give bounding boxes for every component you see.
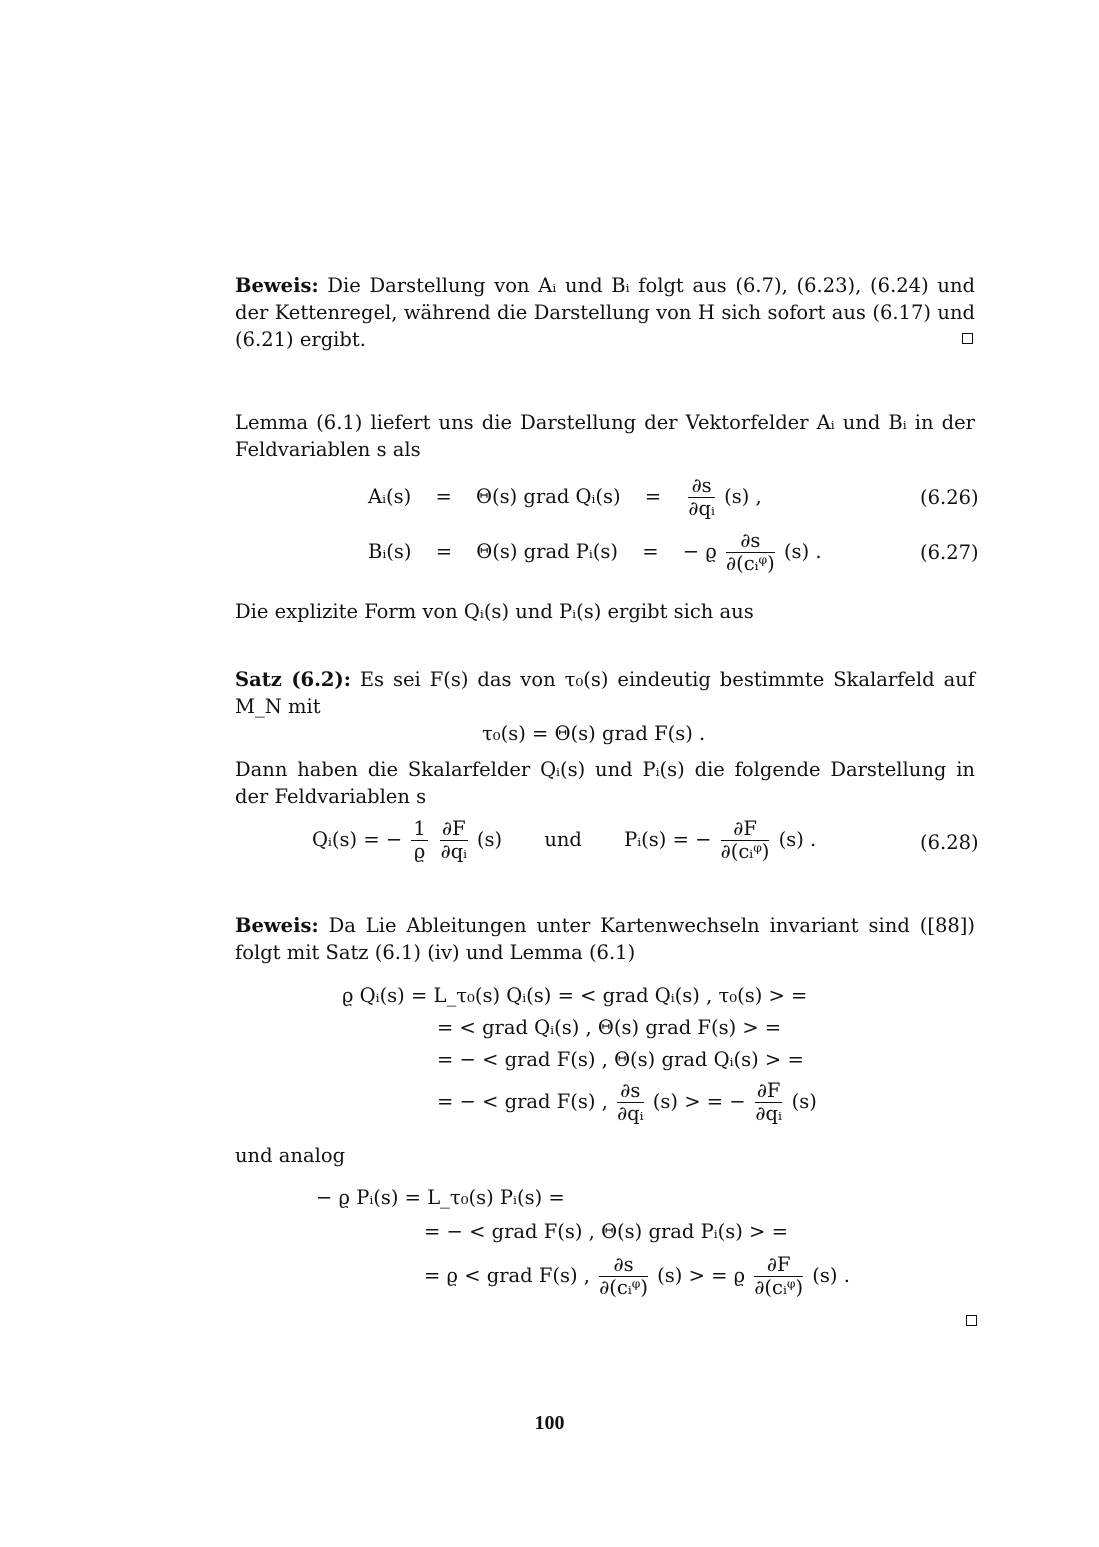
fraction: $\frac{\partial s}{\text{∂qᵢ}}$	[617, 1079, 644, 1125]
theorem-paragraph	[235, 666, 975, 720]
eq-mid: Θ(s) grad Qᵢ(s)	[475, 485, 621, 508]
fraction: $\frac{\partial s}{\text{∂(cᵢᵠ)}}$	[599, 1253, 648, 1299]
eq-tail: (s) ,	[724, 485, 762, 508]
eq-lhs-p: Pᵢ(s) = −	[624, 828, 712, 851]
fraction: $\frac{\partial F}{\text{∂qᵢ}}$	[440, 817, 468, 863]
eq-pre: − ϱ	[682, 540, 717, 563]
proof-text: Da Lie Ableitungen unter Kartenwechseln invariant sind ([88]) folgt mit Satz (6.1) (iv) und Lemma (6.1)	[235, 914, 975, 964]
eq-lhs: Qᵢ(s) = −	[312, 828, 403, 851]
lemma-paragraph: Lemma (6.1) liefert uns die Darstellung der Vektorfelder Aᵢ und Bᵢ in der Feldvariablen s als	[235, 411, 975, 461]
equation-6-27: Bᵢ(s) = Θ(s) grad Pᵢ(s) = − ϱ $\frac{\partial s}{\text{∂(cᵢᵠ)}}$ (s) .	[368, 529, 822, 575]
qed-square-icon	[966, 1315, 977, 1326]
derivation-line-1: ϱ Qᵢ(s) = L_τ₀(s) Qᵢ(s) = < grad Qᵢ(s) , τ₀(s) > =	[342, 984, 808, 1007]
equation-6-26: Aᵢ(s) = Θ(s) grad Qᵢ(s) = $\frac{\partial s}{\text{∂qᵢ}}$ (s) ,	[368, 474, 762, 520]
qed-square-icon	[962, 333, 973, 344]
eq-lhs: Bᵢ(s)	[368, 540, 412, 563]
equation-6-28	[312, 818, 816, 863]
proof-paragraph-1	[235, 272, 975, 353]
proof-text: Die Darstellung von Aᵢ und Bᵢ folgt aus (6.7), (6.23), (6.24) und der Kettenregel, während die Darstellung von H sich sofort aus (6.17) und (6.21) ergibt.	[235, 274, 975, 351]
derivation2-line-1: − ϱ Pᵢ(s) = L_τ₀(s) Pᵢ(s) =	[316, 1186, 565, 1209]
equation-number-6-27: (6.27)	[920, 541, 979, 564]
theorem-paragraph-2: Dann haben die Skalarfelder Qᵢ(s) und Pᵢ(s) die folgende Darstellung in der Feldvariablen s	[235, 758, 975, 808]
derivation2-line-2: = − < grad F(s) , Θ(s) grad Pᵢ(s) > =	[424, 1220, 788, 1243]
theorem-equation: τ₀(s) = Θ(s) grad F(s) .	[482, 722, 706, 745]
fraction: $\frac{\partial F}{\text{∂(cᵢᵠ)}}$	[754, 1253, 804, 1299]
theorem-label: Satz (6.2):	[235, 668, 351, 691]
eq-lhs: Aᵢ(s)	[368, 485, 412, 508]
proof-paragraph-2	[235, 912, 975, 966]
equation-number-6-26: (6.26)	[920, 486, 979, 509]
eq-tail: (s) .	[783, 540, 822, 563]
proof-label: Beweis:	[235, 274, 319, 297]
derivation2-line-3: = ϱ < grad F(s) , $\frac{\partial s}{\text{∂(cᵢᵠ)}}$ (s) > = ϱ $\frac{\partial F}{\text{∂(cᵢᵠ)}}$ (s) .	[424, 1253, 850, 1299]
equation-number-6-28: (6.28)	[920, 831, 979, 854]
fraction: $\frac{\partial F}{\text{∂(cᵢᵠ)}}$	[720, 817, 770, 863]
fraction: $\frac{\partial s}{\text{∂qᵢ}}$	[688, 474, 715, 520]
eq-tail-p: (s) .	[778, 828, 817, 851]
proof-label: Beweis:	[235, 914, 319, 937]
derivation-line-3: = − < grad F(s) , Θ(s) grad Qᵢ(s) > =	[437, 1048, 804, 1071]
derivation-line-4: = − < grad F(s) , $\frac{\partial s}{\text{∂qᵢ}}$ (s) > = − $\frac{\partial F}{\text{∂qᵢ}}$ (s)	[437, 1079, 817, 1125]
eq-tail: (s)	[476, 828, 503, 851]
page-number: 100	[534, 1412, 565, 1434]
theorem-text: Es sei F(s) das von τ₀(s) eindeutig bestimmte Skalarfeld auf M_N mit	[235, 668, 975, 718]
eq-mid: Θ(s) grad Pᵢ(s)	[476, 540, 619, 563]
derivation-line-2: = < grad Qᵢ(s) , Θ(s) grad F(s) > =	[437, 1016, 782, 1039]
fraction: $\frac{\partial F}{\text{∂qᵢ}}$	[755, 1079, 782, 1125]
eq-und: und	[544, 828, 582, 851]
fraction: $\frac{1}{ϱ}$	[413, 817, 426, 863]
fraction: $\frac{\partial s}{\text{∂(cᵢᵠ)}}$	[726, 529, 775, 575]
explicit-form-paragraph: Die explizite Form von Qᵢ(s) und Pᵢ(s) ergibt sich aus	[235, 600, 754, 623]
analog-text: und analog	[235, 1144, 346, 1167]
